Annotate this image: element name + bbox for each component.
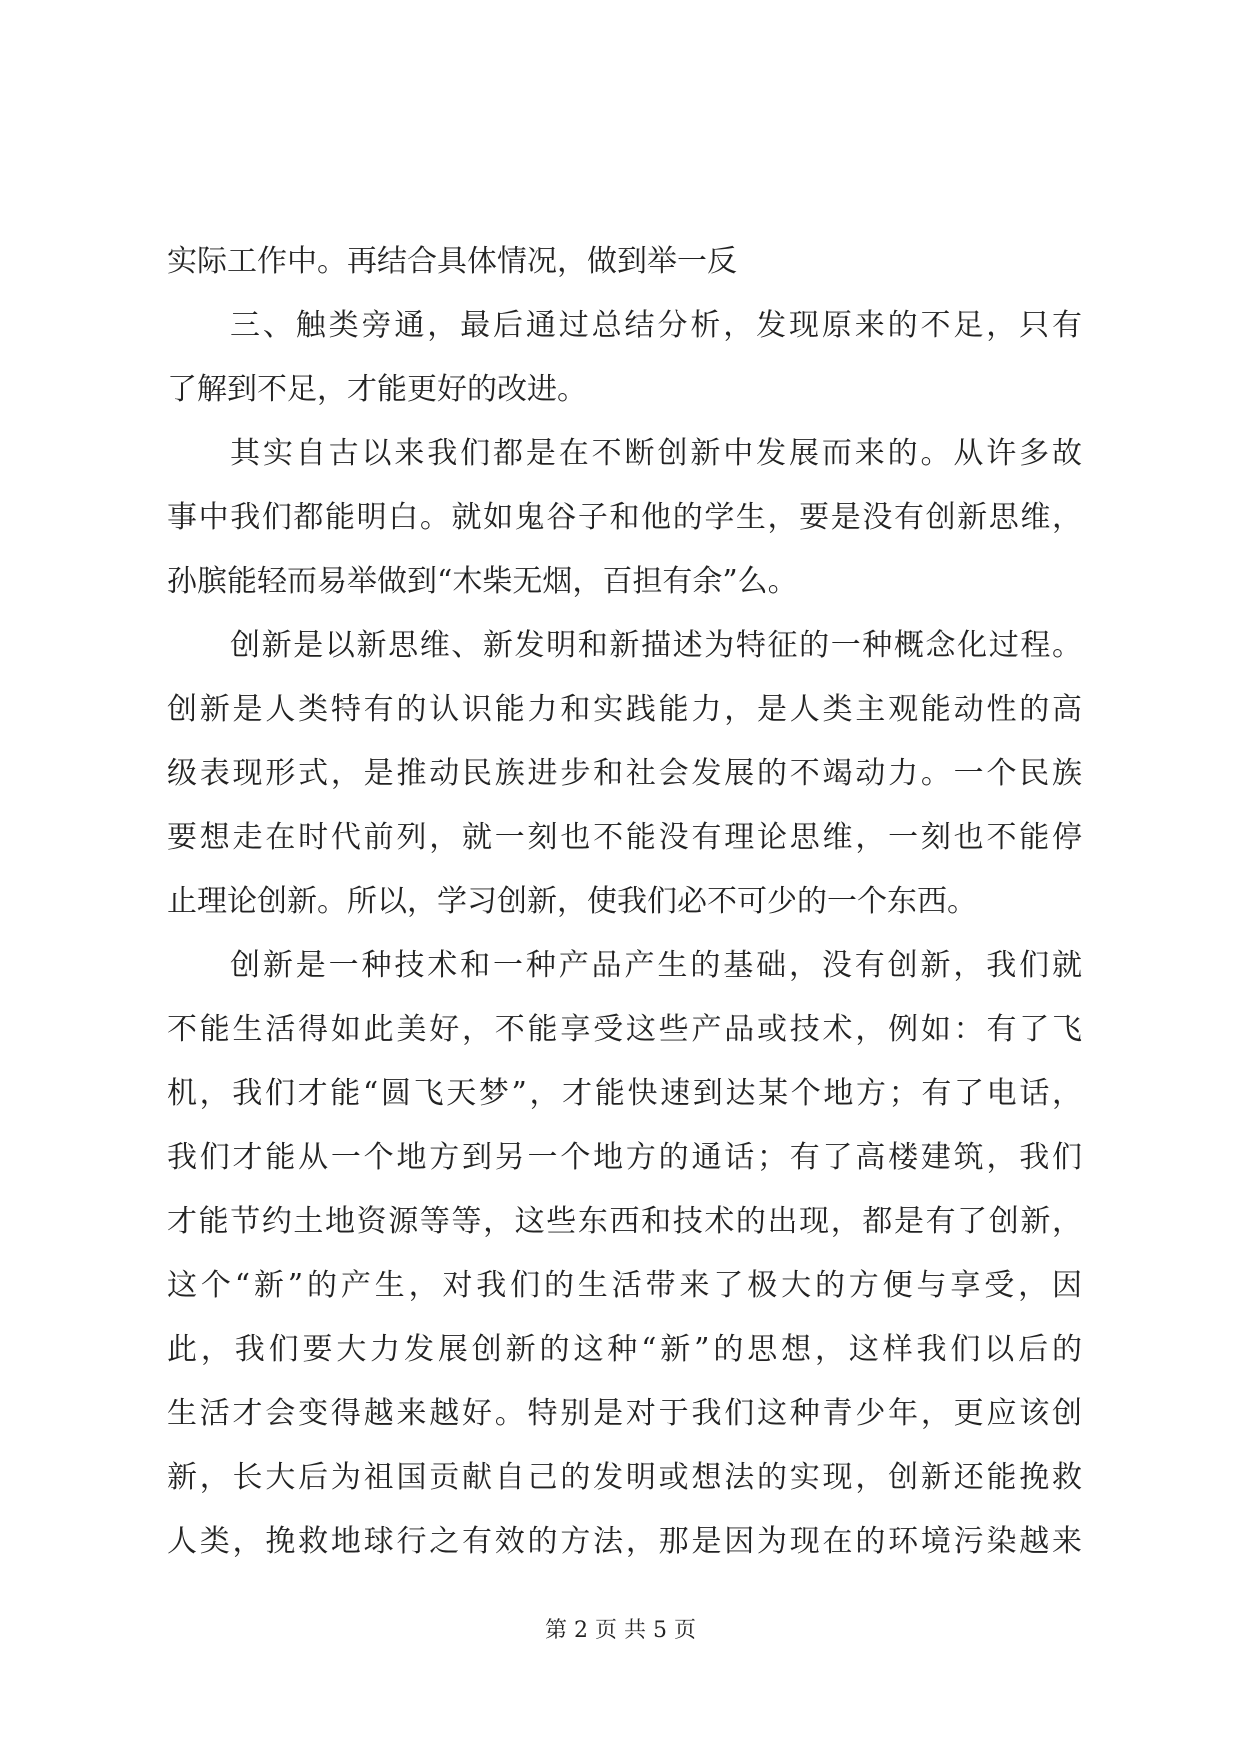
text-line: 级表现形式，是推动民族进步和社会发展的不竭动力。一个民族 bbox=[167, 756, 1082, 791]
text-line: 此，我们要大力发展创新的这种“新”的思想，这样我们以后的 bbox=[167, 1332, 1082, 1367]
text-line: 新，长大后为祖国贡献自己的发明或想法的实现，创新还能挽救 bbox=[167, 1460, 1082, 1495]
text-line: 我们才能从一个地方到另一个地方的通话；有了高楼建筑，我们 bbox=[167, 1140, 1082, 1175]
text-line: 生活才会变得越来越好。特别是对于我们这种青少年，更应该创 bbox=[167, 1396, 1082, 1431]
text-line: 了解到不足，才能更好的改进。 bbox=[167, 372, 587, 407]
text-line: 止理论创新。所以，学习创新，使我们必不可少的一个东西。 bbox=[167, 884, 977, 919]
text-line: 创新是一种技术和一种产品产生的基础，没有创新，我们就 bbox=[230, 948, 1082, 983]
page-number-footer: 第 2 页 共 5 页 bbox=[545, 1618, 696, 1643]
text-line: 实际工作中。再结合具体情况，做到举一反 bbox=[167, 244, 737, 279]
text-line: 孙膑能轻而易举做到“木柴无烟，百担有余”么。 bbox=[167, 564, 798, 599]
text-line: 才能节约土地资源等等，这些东西和技术的出现，都是有了创新， bbox=[167, 1204, 1082, 1239]
text-line: 事中我们都能明白。就如鬼谷子和他的学生，要是没有创新思维， bbox=[167, 500, 1082, 535]
text-line: 人类，挽救地球行之有效的方法，那是因为现在的环境污染越来 bbox=[167, 1524, 1082, 1559]
text-line: 创新是以新思维、新发明和新描述为特征的一种概念化过程。 bbox=[230, 628, 1082, 663]
text-line: 三、触类旁通，最后通过总结分析，发现原来的不足，只有 bbox=[230, 308, 1082, 343]
body-text bbox=[167, 230, 1082, 1574]
text-line: 这个“新”的产生，对我们的生活带来了极大的方便与享受，因 bbox=[167, 1268, 1082, 1303]
text-line: 创新是人类特有的认识能力和实践能力，是人类主观能动性的高 bbox=[167, 692, 1082, 727]
text-line: 其实自古以来我们都是在不断创新中发展而来的。从许多故 bbox=[230, 436, 1082, 471]
text-line: 机，我们才能“圆飞天梦”，才能快速到达某个地方；有了电话， bbox=[167, 1076, 1082, 1111]
text-line: 要想走在时代前列，就一刻也不能没有理论思维，一刻也不能停 bbox=[167, 820, 1082, 855]
text-line: 不能生活得如此美好，不能享受这些产品或技术，例如：有了飞 bbox=[167, 1012, 1082, 1047]
